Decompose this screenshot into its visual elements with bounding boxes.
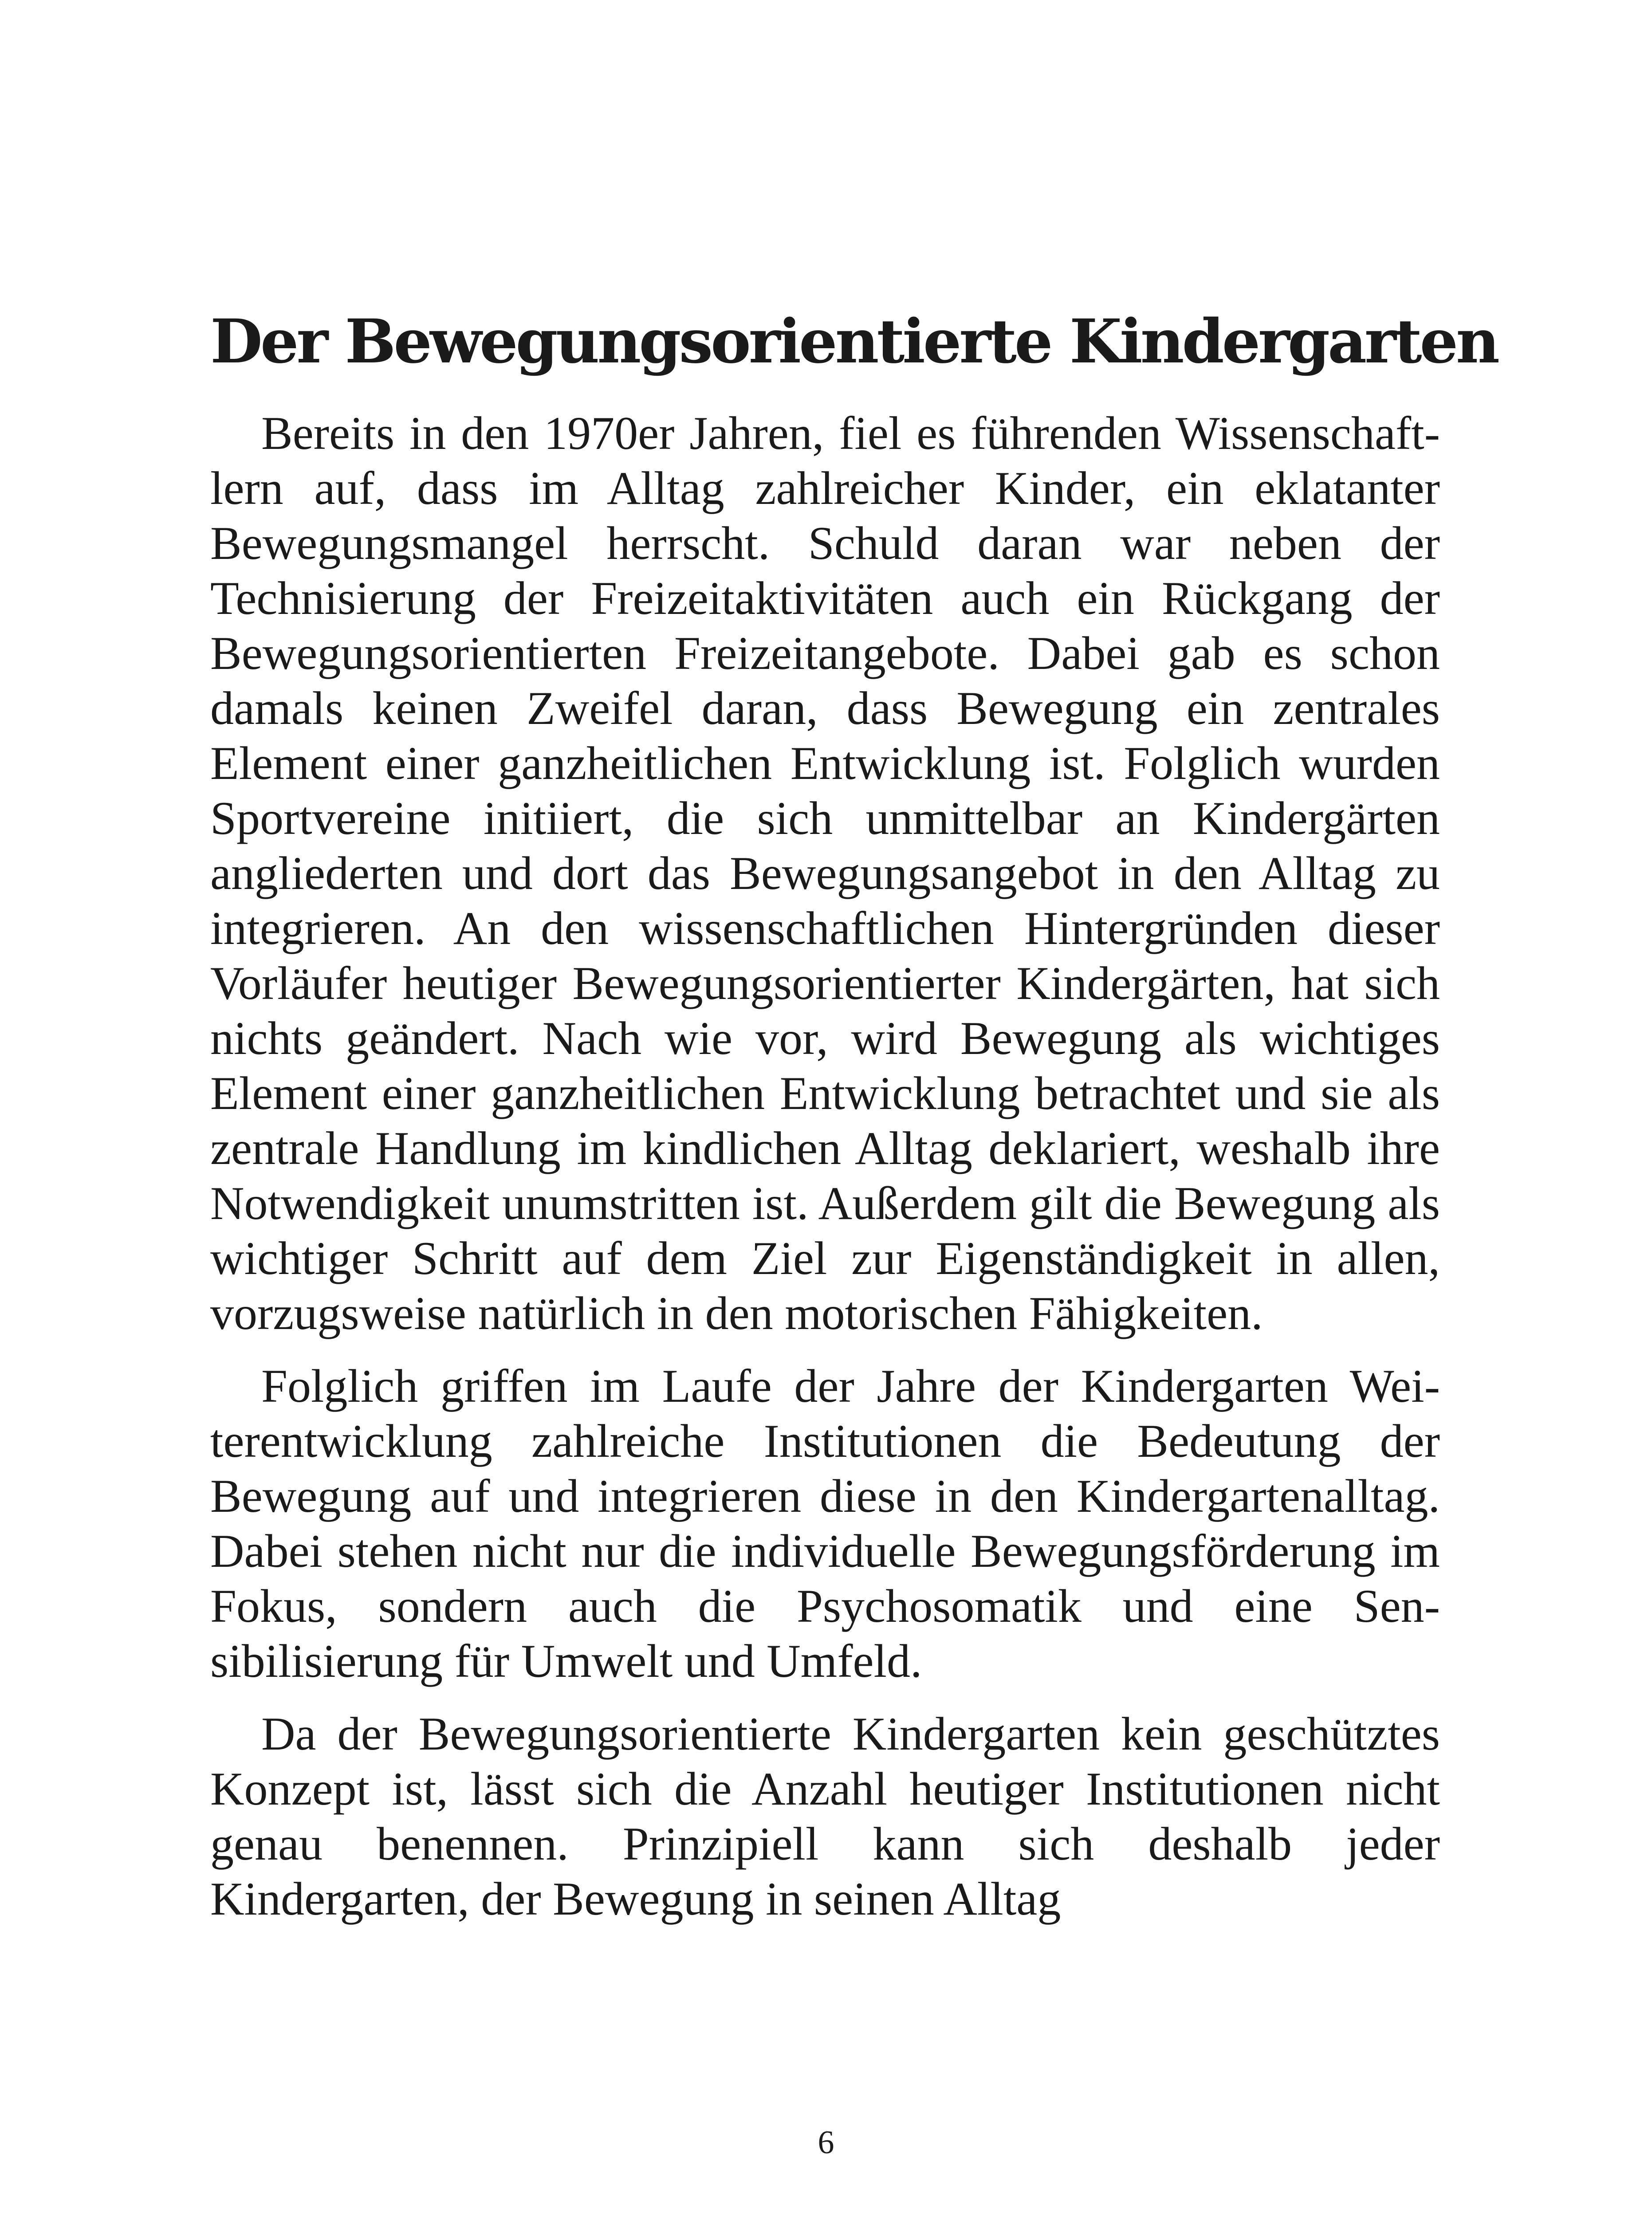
paragraph-2: Folglich griffen im Laufe der Jahre der Kindergarten Weiterentwicklung zahlreiche Institutionen die Bedeutung der Bewegung auf und integrieren diese in den Kindergartenalltag. Dabei stehen nicht nur die individuelle Bewegungsförderung im Fokus, sondern auch die Psychosomatik und eine Sensibilisierung für Umwelt und Umfeld. <box>210 1360 1440 1687</box>
paragraph-1: Bereits in den 1970er Jahren, fiel es führenden Wissenschaftlern auf, dass im Alltag zahlreicher Kinder, ein eklatanter Bewegungsmangel herrscht. Schuld daran war neben der Technisierung der Freizeitaktivitäten auch ein Rückgang der Bewegungsorientierten Freizeitangebote. Dabei gab es schon damals keinen Zweifel daran, dass Bewegung ein zentrales Element einer ganzheitlichen Entwicklung ist. Folglich wurden Sportvereine initiiert, die sich unmittelbar an Kindergärten angliederten und dort das Bewegungsangebot in den Alltag zu integrieren. An den wissenschaftlichen Hintergründen dieser Vorläufer heutiger Bewegungsorientierter Kindergärten, hat sich nichts geändert. Nach wie vor, wird Bewegung als wichtiges Element einer ganzheitlichen Entwicklung betrachtet und sie als zentrale Handlung im kindlichen Alltag deklariert, weshalb ihre Notwendigkeit unumstritten ist. Außerdem gilt die Bewegung als wichtiger Schritt auf dem Ziel zur Eigenständigkeit in allen, vorzugsweise natürlich in den motorischen Fähigkeiten. <box>210 407 1440 1339</box>
body-text <box>210 406 1440 1944</box>
chapter-heading: Der Bewegungsorientierte Kindergarten <box>210 306 1498 377</box>
paragraph-3: Da der Bewegungsorientierte Kindergarten kein geschütztes Konzept ist, lässt sich die Anzahl heutiger Institutionen nicht genau benennen. Prinzipiell kann sich deshalb jeder Kindergarten, der Bewegung in seinen Alltag <box>210 1708 1440 1925</box>
page-number: 6 <box>818 2124 834 2161</box>
